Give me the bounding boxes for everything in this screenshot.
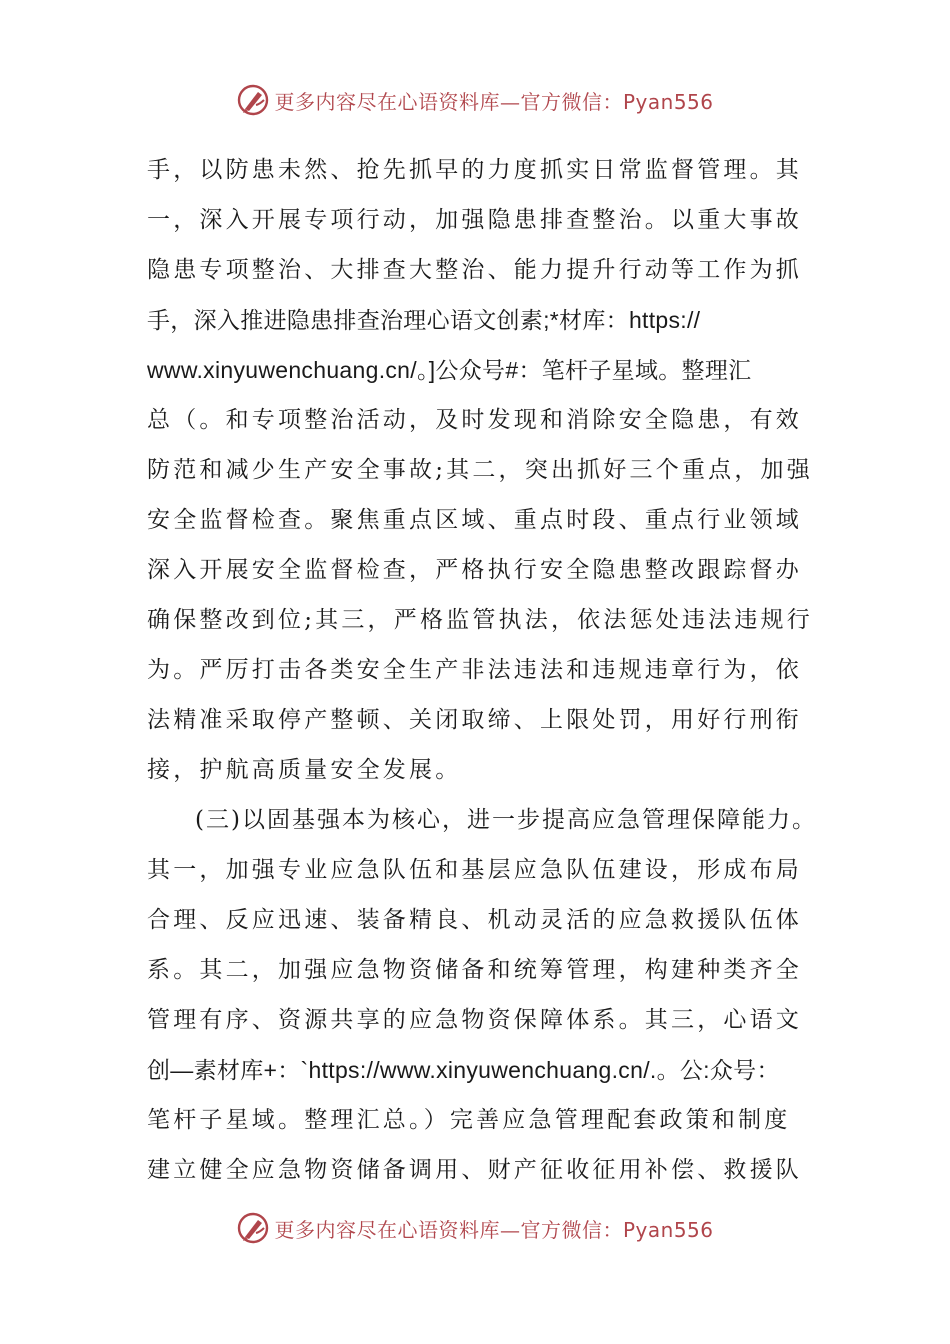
document-body [147, 145, 819, 1195]
header-banner [0, 80, 950, 120]
pen-logo-icon [236, 83, 270, 117]
body-line: 总（。和专项整治活动，及时发现和消除安全隐患，有效 [147, 407, 802, 433]
body-line: 系。其二，加强应急物资储备和统筹管理，构建种类齐全 [147, 957, 802, 983]
body-line: 其一，加强专业应急队伍和基层应急队伍建设，形成布局 [147, 857, 802, 883]
body-line: 法精准采取停产整顿、关闭取缔、上限处罚，用好行刑衔 [147, 707, 802, 733]
body-line: 一，深入开展专项行动，加强隐患排查整治。以重大事故 [147, 207, 802, 233]
section-heading-line: (三)以固基强本为核心，进一步提高应急管理保障能力。 [195, 807, 817, 833]
body-line: 合理、反应迅速、装备精良、机动灵活的应急救援队伍体 [147, 907, 802, 933]
header-banner-text: 更多内容尽在心语资料库—官方微信：Pyan556 [274, 89, 714, 114]
footer-banner-text: 更多内容尽在心语资料库—官方微信：Pyan556 [274, 1217, 714, 1242]
body-line: 确保整改到位;其三，严格监管执法，依法惩处违法违规行 [147, 607, 813, 633]
body-line: 防范和减少生产安全事故;其二，突出抓好三个重点，加强 [147, 457, 813, 483]
body-line: 深入开展安全监督检查，严格执行安全隐患整改跟踪督办 [147, 557, 802, 583]
body-line: 接，护航高质量安全发展。 [147, 757, 462, 783]
body-line: 隐患专项整治、大排查大整治、能力提升行动等工作为抓 [147, 257, 802, 283]
body-line: 管理有序、资源共享的应急物资保障体系。其三，心语文 [147, 1007, 802, 1033]
body-line: 手，以防患未然、抢先抓早的力度抓实日常监督管理。其 [147, 157, 802, 183]
body-line: 建立健全应急物资储备调用、财产征收征用补偿、救援队 [147, 1157, 802, 1183]
body-line: 安全监督检查。聚焦重点区域、重点时段、重点行业领域 [147, 507, 802, 533]
footer-banner [0, 1208, 950, 1248]
pen-logo-icon [236, 1211, 270, 1245]
body-line: 创—素材库+：`https://www.xinyuwenchuang.cn/.。公:众号： [147, 1057, 780, 1083]
body-line: 笔杆子星域。整理汇总。）完善应急管理配套政策和制度 [147, 1107, 791, 1133]
body-line: www.xinyuwenchuang.cn/。]公众号#：笔杆子星域。整理汇 [147, 357, 752, 383]
body-line: 手，深入推进隐患排查治理心语文创素;*材库：https:// [147, 307, 701, 333]
body-line: 为。严厉打击各类安全生产非法违法和违规违章行为，依 [147, 657, 802, 683]
